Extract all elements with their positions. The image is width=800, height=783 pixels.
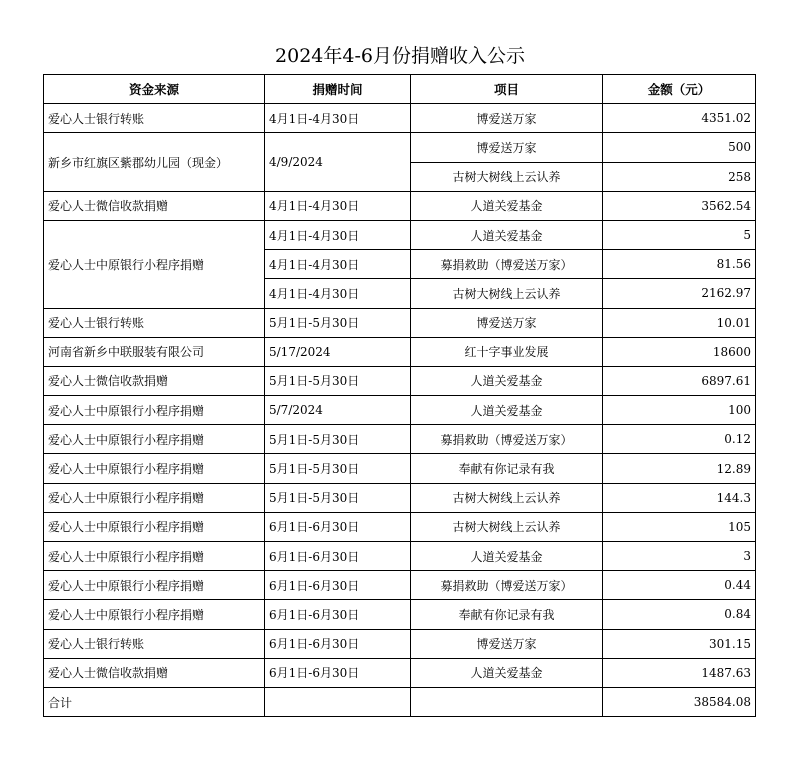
cell-amount: 0.44 <box>603 571 756 600</box>
table-row <box>44 658 756 687</box>
cell-source: 新乡市红旗区紫郡幼儿园（现金） <box>44 133 265 191</box>
cell-time: 5月1日-5月30日 <box>265 366 411 395</box>
table-row <box>44 104 756 133</box>
cell-project <box>411 687 603 716</box>
cell-time: 4月1日-4月30日 <box>265 104 411 133</box>
cell-time: 5/17/2024 <box>265 337 411 366</box>
cell-project: 博爱送万家 <box>411 629 603 658</box>
cell-project: 人道关爱基金 <box>411 396 603 425</box>
cell-time: 6月1日-6月30日 <box>265 571 411 600</box>
cell-amount: 100 <box>603 396 756 425</box>
cell-amount: 0.12 <box>603 425 756 454</box>
cell-amount: 81.56 <box>603 250 756 279</box>
cell-project: 博爱送万家 <box>411 308 603 337</box>
table-row <box>44 366 756 395</box>
cell-project: 古树大树线上云认养 <box>411 279 603 308</box>
cell-time <box>265 687 411 716</box>
cell-source: 爱心人士微信收款捐赠 <box>44 191 265 220</box>
cell-time: 5月1日-5月30日 <box>265 483 411 512</box>
donation-table <box>43 74 756 717</box>
table-body <box>44 104 756 717</box>
cell-project: 人道关爱基金 <box>411 191 603 220</box>
table-row <box>44 396 756 425</box>
cell-source: 爱心人士中原银行小程序捐赠 <box>44 571 265 600</box>
cell-project: 红十字事业发展 <box>411 337 603 366</box>
cell-time: 6月1日-6月30日 <box>265 512 411 541</box>
cell-source: 合计 <box>44 687 265 716</box>
cell-amount: 18600 <box>603 337 756 366</box>
cell-time: 5月1日-5月30日 <box>265 425 411 454</box>
cell-time: 5月1日-5月30日 <box>265 308 411 337</box>
table-row <box>44 191 756 220</box>
header-source: 资金来源 <box>44 75 265 104</box>
cell-amount: 4351.02 <box>603 104 756 133</box>
cell-source: 爱心人士微信收款捐赠 <box>44 658 265 687</box>
cell-amount: 105 <box>603 512 756 541</box>
cell-source: 爱心人士微信收款捐赠 <box>44 366 265 395</box>
table-row <box>44 687 756 716</box>
cell-amount: 38584.08 <box>603 687 756 716</box>
cell-source: 爱心人士中原银行小程序捐赠 <box>44 483 265 512</box>
table-row <box>44 483 756 512</box>
cell-amount: 144.3 <box>603 483 756 512</box>
cell-project: 人道关爱基金 <box>411 542 603 571</box>
cell-source: 爱心人士银行转账 <box>44 308 265 337</box>
header-time: 捐赠时间 <box>265 75 411 104</box>
cell-source: 爱心人士银行转账 <box>44 629 265 658</box>
cell-time: 6月1日-6月30日 <box>265 629 411 658</box>
cell-amount: 1487.63 <box>603 658 756 687</box>
table-row <box>44 308 756 337</box>
table-row <box>44 571 756 600</box>
table-row <box>44 454 756 483</box>
table-row <box>44 600 756 629</box>
cell-source: 爱心人士中原银行小程序捐赠 <box>44 425 265 454</box>
cell-project: 奉献有你记录有我 <box>411 454 603 483</box>
cell-source: 爱心人士中原银行小程序捐赠 <box>44 396 265 425</box>
cell-project: 募捐救助（博爱送万家） <box>411 425 603 454</box>
table-row <box>44 337 756 366</box>
cell-project: 人道关爱基金 <box>411 658 603 687</box>
cell-amount: 301.15 <box>603 629 756 658</box>
table-row <box>44 133 756 162</box>
cell-project: 古树大树线上云认养 <box>411 162 603 191</box>
cell-project: 人道关爱基金 <box>411 220 603 249</box>
cell-amount: 258 <box>603 162 756 191</box>
cell-time: 6月1日-6月30日 <box>265 542 411 571</box>
cell-amount: 2162.97 <box>603 279 756 308</box>
cell-amount: 3562.54 <box>603 191 756 220</box>
cell-time: 4月1日-4月30日 <box>265 191 411 220</box>
cell-amount: 3 <box>603 542 756 571</box>
cell-project: 博爱送万家 <box>411 104 603 133</box>
cell-time: 4月1日-4月30日 <box>265 279 411 308</box>
cell-amount: 5 <box>603 220 756 249</box>
cell-source: 爱心人士中原银行小程序捐赠 <box>44 542 265 571</box>
table-row <box>44 425 756 454</box>
cell-time: 4月1日-4月30日 <box>265 220 411 249</box>
cell-project: 募捐救助（博爱送万家） <box>411 571 603 600</box>
cell-time: 6月1日-6月30日 <box>265 600 411 629</box>
cell-project: 募捐救助（博爱送万家） <box>411 250 603 279</box>
cell-source: 爱心人士中原银行小程序捐赠 <box>44 220 265 308</box>
cell-source: 河南省新乡中联服装有限公司 <box>44 337 265 366</box>
cell-amount: 6897.61 <box>603 366 756 395</box>
cell-amount: 10.01 <box>603 308 756 337</box>
table-row <box>44 220 756 249</box>
cell-time: 5月1日-5月30日 <box>265 454 411 483</box>
cell-time: 6月1日-6月30日 <box>265 658 411 687</box>
table-row <box>44 629 756 658</box>
cell-time: 4/9/2024 <box>265 133 411 191</box>
document-title: 2024年4-6月份捐赠收入公示 <box>275 45 525 67</box>
table-row <box>44 512 756 541</box>
cell-source: 爱心人士中原银行小程序捐赠 <box>44 600 265 629</box>
cell-amount: 0.84 <box>603 600 756 629</box>
cell-source: 爱心人士中原银行小程序捐赠 <box>44 512 265 541</box>
cell-project: 古树大树线上云认养 <box>411 512 603 541</box>
cell-amount: 12.89 <box>603 454 756 483</box>
cell-amount: 500 <box>603 133 756 162</box>
cell-source: 爱心人士中原银行小程序捐赠 <box>44 454 265 483</box>
cell-project: 人道关爱基金 <box>411 366 603 395</box>
cell-time: 5/7/2024 <box>265 396 411 425</box>
cell-project: 古树大树线上云认养 <box>411 483 603 512</box>
cell-time: 4月1日-4月30日 <box>265 250 411 279</box>
cell-project: 博爱送万家 <box>411 133 603 162</box>
header-amount: 金额（元） <box>603 75 756 104</box>
header-project: 项目 <box>411 75 603 104</box>
header-row <box>44 75 756 104</box>
cell-project: 奉献有你记录有我 <box>411 600 603 629</box>
cell-source: 爱心人士银行转账 <box>44 104 265 133</box>
table-row <box>44 542 756 571</box>
